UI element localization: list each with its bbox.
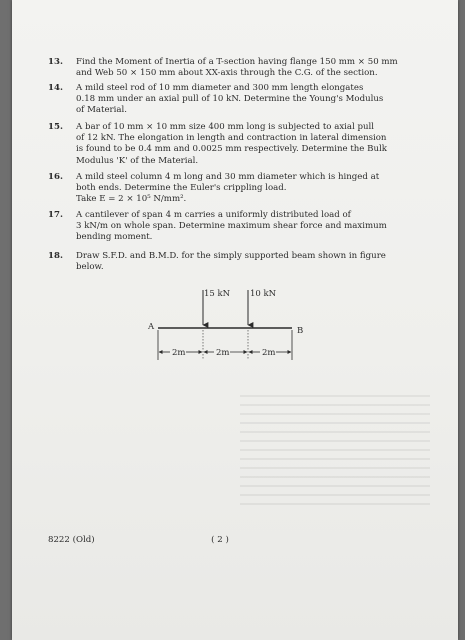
- question-number: 16.: [48, 172, 63, 182]
- load-label-10kn: 10 kN: [250, 289, 277, 299]
- question-text: A mild steel column 4 m long and 30 mm diameter which is hinged at both ends. Determine the Euler's crippling load. Take E = 2 × 10⁵ N/mm².: [76, 172, 380, 205]
- question-17: [48, 210, 418, 244]
- question-15: [48, 122, 418, 167]
- question-18: [48, 251, 418, 273]
- paper-code: 8222 (Old): [48, 535, 95, 545]
- question-text: A mild steel rod of 10 mm diameter and 300 mm length elongates 0.18 mm under an axial pull of 10 kN. Determine the Young's Modulus of Material.: [76, 83, 384, 116]
- load-label-15kn: 15 kN: [204, 289, 231, 299]
- question-number: 15.: [48, 122, 63, 132]
- question-number: 14.: [48, 83, 63, 93]
- end-label-b: B: [297, 326, 304, 336]
- question-number: 17.: [48, 210, 63, 220]
- span-label-3: 2m: [262, 348, 276, 358]
- question-number: 13.: [48, 57, 63, 67]
- show-through-text: [240, 395, 430, 505]
- question-16: [48, 172, 418, 206]
- question-number: 18.: [48, 251, 63, 261]
- end-label-a: A: [148, 322, 155, 332]
- beam-figure: [130, 280, 320, 370]
- question-text: Find the Moment of Inertia of a T-section having flange 150 mm × 50 mm and Web 50 × 150 mm about XX-axis through the C.G. of the section.: [76, 57, 398, 79]
- question-14: [48, 83, 418, 117]
- question-text: Draw S.F.D. and B.M.D. for the simply supported beam shown in figure below.: [76, 251, 386, 273]
- span-label-1: 2m: [172, 348, 186, 358]
- span-label-2: 2m: [216, 348, 230, 358]
- page-number: ( 2 ): [211, 535, 229, 545]
- question-13: [48, 57, 418, 79]
- question-text: A cantilever of span 4 m carries a uniformly distributed load of 3 kN/m on whole span. Determine maximum shear force and maximum bending moment.: [76, 210, 387, 243]
- question-text: A bar of 10 mm × 10 mm size 400 mm long is subjected to axial pull of 12 kN. The elongation in length and contraction in lateral dimension is found to be 0.4 mm and 0.0025 mm respectively. Determine the Bulk Modulus 'K' of the Material.: [76, 122, 387, 166]
